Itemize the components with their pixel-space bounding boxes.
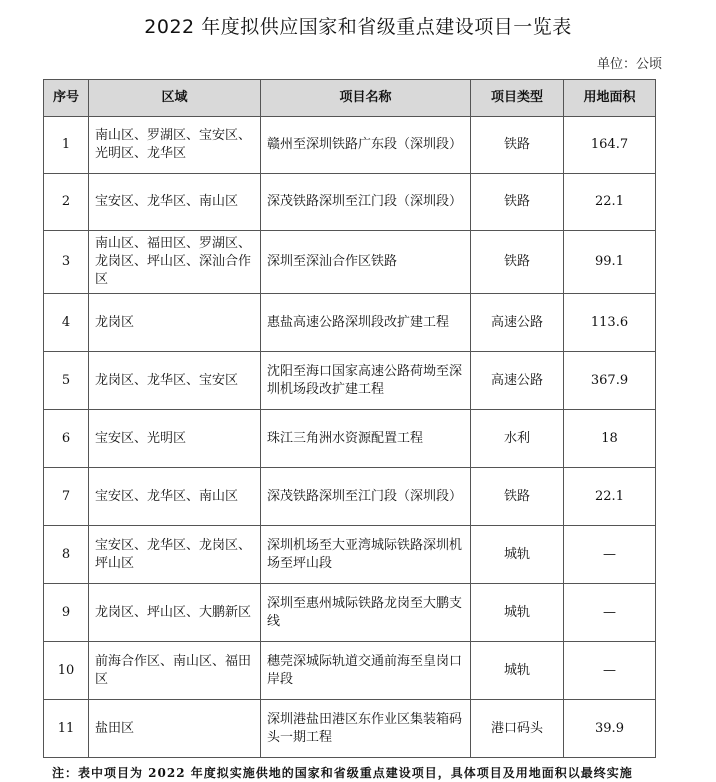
cell-project-name: 沈阳至海口国家高速公路荷坳至深圳机场段改扩建工程 bbox=[261, 352, 471, 410]
cell-region: 盐田区 bbox=[89, 700, 261, 758]
cell-project-name: 珠江三角洲水资源配置工程 bbox=[261, 410, 471, 468]
cell-region: 前海合作区、南山区、福田区 bbox=[89, 642, 261, 700]
cell-land-area: 39.9 bbox=[564, 700, 656, 758]
cell-region: 宝安区、龙华区、南山区 bbox=[89, 468, 261, 526]
cell-land-area: 22.1 bbox=[564, 174, 656, 231]
cell-no: 6 bbox=[44, 410, 89, 468]
header-type: 项目类型 bbox=[471, 80, 564, 117]
cell-project-name: 惠盐高速公路深圳段改扩建工程 bbox=[261, 294, 471, 352]
table-row bbox=[44, 526, 656, 584]
cell-land-area: — bbox=[564, 642, 656, 700]
table-body bbox=[44, 117, 656, 758]
cell-land-area: 18 bbox=[564, 410, 656, 468]
cell-project-type: 铁路 bbox=[471, 468, 564, 526]
table-row bbox=[44, 468, 656, 526]
cell-project-name: 深圳至惠州城际铁路龙岗至大鹏支线 bbox=[261, 584, 471, 642]
cell-project-type: 城轨 bbox=[471, 642, 564, 700]
cell-project-type: 高速公路 bbox=[471, 352, 564, 410]
cell-region: 龙岗区 bbox=[89, 294, 261, 352]
cell-project-type: 水利 bbox=[471, 410, 564, 468]
header-name: 项目名称 bbox=[261, 80, 471, 117]
table-row bbox=[44, 294, 656, 352]
cell-no: 1 bbox=[44, 117, 89, 174]
cell-region: 龙岗区、龙华区、宝安区 bbox=[89, 352, 261, 410]
cell-project-type: 铁路 bbox=[471, 231, 564, 294]
cell-project-type: 铁路 bbox=[471, 174, 564, 231]
cell-project-name: 深圳港盐田港区东作业区集装箱码头一期工程 bbox=[261, 700, 471, 758]
document-title: 2022 年度拟供应国家和省级重点建设项目一览表 bbox=[144, 16, 572, 38]
cell-no: 5 bbox=[44, 352, 89, 410]
cell-no: 10 bbox=[44, 642, 89, 700]
table-row bbox=[44, 700, 656, 758]
table-row bbox=[44, 174, 656, 231]
cell-project-name: 深圳机场至大亚湾城际铁路深圳机场至坪山段 bbox=[261, 526, 471, 584]
project-table bbox=[43, 79, 656, 758]
cell-land-area: 367.9 bbox=[564, 352, 656, 410]
cell-project-name: 深茂铁路深圳至江门段（深圳段） bbox=[261, 468, 471, 526]
table-row bbox=[44, 352, 656, 410]
footnote: 注：表中项目为 2022 年度拟实施供地的国家和省级重点建设项目，具体项目及用地面积以最终实施 bbox=[52, 766, 633, 780]
table-row bbox=[44, 642, 656, 700]
cell-land-area: 22.1 bbox=[564, 468, 656, 526]
cell-land-area: 113.6 bbox=[564, 294, 656, 352]
cell-no: 9 bbox=[44, 584, 89, 642]
unit-label: 单位：公顷 bbox=[596, 57, 662, 72]
cell-project-name: 赣州至深圳铁路广东段（深圳段） bbox=[261, 117, 471, 174]
header-area: 用地面积 bbox=[564, 80, 656, 117]
cell-project-name: 深圳至深汕合作区铁路 bbox=[261, 231, 471, 294]
cell-project-type: 城轨 bbox=[471, 526, 564, 584]
cell-region: 宝安区、龙华区、南山区 bbox=[89, 174, 261, 231]
cell-land-area: — bbox=[564, 584, 656, 642]
header-no: 序号 bbox=[44, 80, 89, 117]
cell-project-type: 高速公路 bbox=[471, 294, 564, 352]
cell-land-area: — bbox=[564, 526, 656, 584]
table-header-row bbox=[44, 80, 656, 117]
cell-no: 2 bbox=[44, 174, 89, 231]
cell-project-type: 城轨 bbox=[471, 584, 564, 642]
cell-project-name: 深茂铁路深圳至江门段（深圳段） bbox=[261, 174, 471, 231]
cell-project-type: 铁路 bbox=[471, 117, 564, 174]
cell-land-area: 164.7 bbox=[564, 117, 656, 174]
cell-region: 宝安区、光明区 bbox=[89, 410, 261, 468]
cell-region: 龙岗区、坪山区、大鹏新区 bbox=[89, 584, 261, 642]
cell-project-type: 港口码头 bbox=[471, 700, 564, 758]
cell-no: 8 bbox=[44, 526, 89, 584]
cell-no: 11 bbox=[44, 700, 89, 758]
cell-region: 南山区、福田区、罗湖区、龙岗区、坪山区、深汕合作区 bbox=[89, 231, 261, 294]
table-row bbox=[44, 117, 656, 174]
table-row bbox=[44, 584, 656, 642]
cell-land-area: 99.1 bbox=[564, 231, 656, 294]
header-region: 区域 bbox=[89, 80, 261, 117]
table-row bbox=[44, 410, 656, 468]
cell-region: 南山区、罗湖区、宝安区、光明区、龙华区 bbox=[89, 117, 261, 174]
table-row bbox=[44, 231, 656, 294]
cell-project-name: 穗莞深城际轨道交通前海至皇岗口岸段 bbox=[261, 642, 471, 700]
cell-no: 3 bbox=[44, 231, 89, 294]
cell-region: 宝安区、龙华区、龙岗区、坪山区 bbox=[89, 526, 261, 584]
cell-no: 7 bbox=[44, 468, 89, 526]
cell-no: 4 bbox=[44, 294, 89, 352]
